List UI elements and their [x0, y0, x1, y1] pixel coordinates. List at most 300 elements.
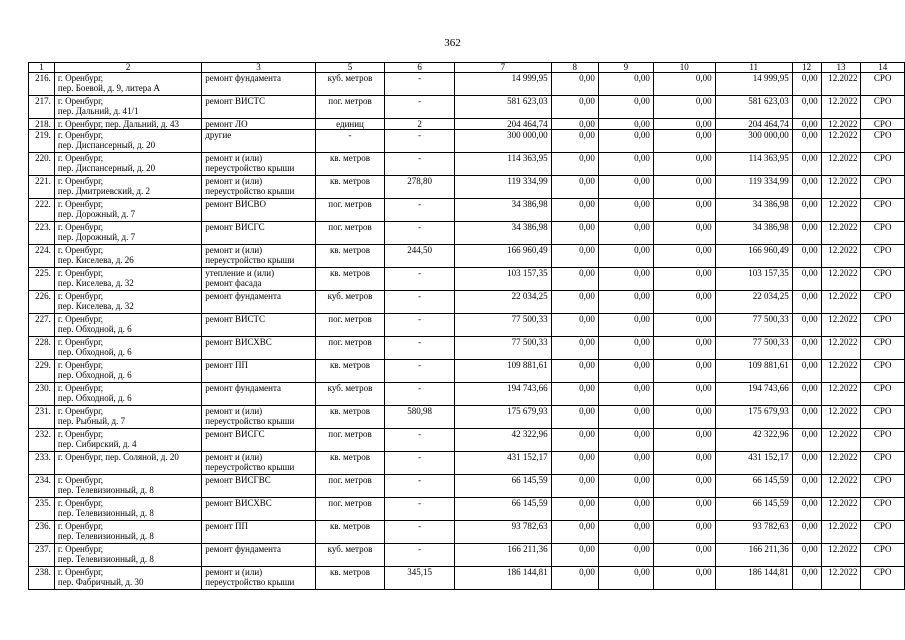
address-line-2: пер. Телевизионный, д. 8 — [57, 508, 154, 518]
address-line-1: г. Оренбург, — [57, 429, 104, 439]
quantity-cell: - — [385, 475, 455, 498]
other-funds-cell: 0,00 — [792, 337, 821, 360]
owners-funds-cell: 22 034,25 — [715, 291, 792, 314]
completion-date-cell: 12.2022 — [821, 222, 861, 245]
local-budget-cell: 0,00 — [653, 383, 715, 406]
method-cell: СРО — [861, 268, 905, 291]
address-line-2: пер. Дальний, д. 41/1 — [57, 106, 139, 116]
budget-cell: 0,00 — [598, 73, 653, 96]
address-line-1: г. Оренбург, пер. Дальний, д. 43 — [57, 119, 179, 129]
address-line-2: пер. Дорожный, д. 7 — [57, 232, 136, 242]
owners-funds-cell: 42 322,96 — [715, 429, 792, 452]
owners-funds-cell: 103 157,35 — [715, 268, 792, 291]
quantity-cell: - — [385, 544, 455, 567]
owners-funds-cell: 166 960,49 — [715, 245, 792, 268]
other-funds-cell: 0,00 — [792, 291, 821, 314]
row-number: 237. — [29, 544, 55, 567]
table-row — [29, 498, 905, 521]
work-type-line-2: переустройство крыши — [205, 416, 295, 426]
completion-date-cell: 12.2022 — [821, 360, 861, 383]
table-row — [29, 199, 905, 222]
local-budget-cell: 0,00 — [653, 498, 715, 521]
completion-date-cell: 12.2022 — [821, 291, 861, 314]
work-type-line-1: ремонт и (или) — [205, 567, 263, 577]
owners-funds-cell: 431 152,17 — [715, 452, 792, 475]
table-row — [29, 222, 905, 245]
budget-cell: 0,00 — [598, 521, 653, 544]
work-type-line-1: ремонт и (или) — [205, 153, 263, 163]
address-line-2: пер. Фабричный, д. 30 — [57, 577, 144, 587]
other-funds-cell: 0,00 — [792, 119, 821, 130]
work-type-cell — [202, 567, 315, 590]
total-cost-cell: 119 334,99 — [455, 176, 552, 199]
total-cost-cell: 77 500,33 — [455, 337, 552, 360]
work-type-cell — [202, 119, 315, 130]
table-row — [29, 360, 905, 383]
quantity-cell: - — [385, 360, 455, 383]
fund-cell: 0,00 — [551, 452, 598, 475]
method-cell: СРО — [861, 96, 905, 119]
fund-cell: 0,00 — [551, 429, 598, 452]
work-type-line-1: ремонт ВИСВО — [205, 199, 266, 209]
method-cell: СРО — [861, 360, 905, 383]
address-line-1: г. Оренбург, — [57, 406, 104, 416]
table-row — [29, 406, 905, 429]
budget-cell: 0,00 — [598, 544, 653, 567]
budget-cell: 0,00 — [598, 130, 653, 153]
address-line-1: г. Оренбург, — [57, 337, 104, 347]
unit-cell: куб. метров — [315, 544, 384, 567]
other-funds-cell: 0,00 — [792, 314, 821, 337]
table-row — [29, 544, 905, 567]
method-cell: СРО — [861, 452, 905, 475]
work-type-line-1: ремонт фундамента — [205, 73, 282, 83]
fund-cell: 0,00 — [551, 119, 598, 130]
quantity-cell: - — [385, 521, 455, 544]
quantity-cell: - — [385, 153, 455, 176]
quantity-cell: 580,98 — [385, 406, 455, 429]
work-type-line-2: переустройство крыши — [205, 163, 295, 173]
address-line-1: г. Оренбург, — [57, 498, 104, 508]
total-cost-cell: 66 145,59 — [455, 475, 552, 498]
method-cell: СРО — [861, 222, 905, 245]
fund-cell: 0,00 — [551, 498, 598, 521]
method-cell: СРО — [861, 245, 905, 268]
address-cell — [54, 268, 201, 291]
address-cell — [54, 119, 201, 130]
unit-cell: куб. метров — [315, 383, 384, 406]
fund-cell: 0,00 — [551, 521, 598, 544]
quantity-cell: - — [385, 337, 455, 360]
completion-date-cell: 12.2022 — [821, 406, 861, 429]
budget-cell: 0,00 — [598, 222, 653, 245]
row-number: 232. — [29, 429, 55, 452]
address-cell — [54, 130, 201, 153]
table-row — [29, 119, 905, 130]
address-line-1: г. Оренбург, — [57, 383, 104, 393]
work-type-line-1: ремонт ВИСХВС — [205, 498, 272, 508]
address-line-2: пер. Сибирский, д. 4 — [57, 439, 137, 449]
other-funds-cell: 0,00 — [792, 475, 821, 498]
table-row — [29, 475, 905, 498]
work-type-line-1: ремонт ВИСГВС — [205, 475, 271, 485]
total-cost-cell: 300 000,00 — [455, 130, 552, 153]
table-row — [29, 176, 905, 199]
method-cell: СРО — [861, 130, 905, 153]
quantity-cell: 2 — [385, 119, 455, 130]
total-cost-cell: 103 157,35 — [455, 268, 552, 291]
table-row — [29, 130, 905, 153]
address-line-1: г. Оренбург, — [57, 567, 104, 577]
local-budget-cell: 0,00 — [653, 314, 715, 337]
other-funds-cell: 0,00 — [792, 222, 821, 245]
column-header: 1 — [29, 63, 55, 73]
row-number: 220. — [29, 153, 55, 176]
work-type-cell — [202, 153, 315, 176]
work-type-cell — [202, 337, 315, 360]
address-cell — [54, 314, 201, 337]
total-cost-cell: 66 145,59 — [455, 498, 552, 521]
address-cell — [54, 222, 201, 245]
unit-cell: кв. метров — [315, 268, 384, 291]
budget-cell: 0,00 — [598, 245, 653, 268]
other-funds-cell: 0,00 — [792, 268, 821, 291]
work-type-line-2: переустройство крыши — [205, 255, 295, 265]
budget-cell: 0,00 — [598, 498, 653, 521]
address-cell — [54, 291, 201, 314]
work-type-cell — [202, 475, 315, 498]
fund-cell: 0,00 — [551, 73, 598, 96]
local-budget-cell: 0,00 — [653, 199, 715, 222]
completion-date-cell: 12.2022 — [821, 521, 861, 544]
table-row — [29, 96, 905, 119]
fund-cell: 0,00 — [551, 130, 598, 153]
address-line-1: г. Оренбург, — [57, 475, 104, 485]
quantity-cell: 244,50 — [385, 245, 455, 268]
other-funds-cell: 0,00 — [792, 544, 821, 567]
address-line-1: г. Оренбург, — [57, 96, 104, 106]
total-cost-cell: 166 960,49 — [455, 245, 552, 268]
work-type-line-1: ремонт ПП — [205, 360, 248, 370]
total-cost-cell: 34 386,98 — [455, 222, 552, 245]
fund-cell: 0,00 — [551, 153, 598, 176]
local-budget-cell: 0,00 — [653, 544, 715, 567]
quantity-cell: - — [385, 222, 455, 245]
local-budget-cell: 0,00 — [653, 245, 715, 268]
fund-cell: 0,00 — [551, 199, 598, 222]
total-cost-cell: 14 999,95 — [455, 73, 552, 96]
local-budget-cell: 0,00 — [653, 337, 715, 360]
budget-cell: 0,00 — [598, 360, 653, 383]
work-type-cell — [202, 222, 315, 245]
fund-cell: 0,00 — [551, 245, 598, 268]
address-line-2: пер. Обходной, д. 6 — [57, 347, 132, 357]
owners-funds-cell: 175 679,93 — [715, 406, 792, 429]
work-type-line-2: переустройство крыши — [205, 186, 295, 196]
row-number: 228. — [29, 337, 55, 360]
total-cost-cell: 114 363,95 — [455, 153, 552, 176]
budget-cell: 0,00 — [598, 153, 653, 176]
unit-cell: кв. метров — [315, 153, 384, 176]
address-line-2: пер. Телевизионный, д. 8 — [57, 531, 154, 541]
work-type-cell — [202, 383, 315, 406]
completion-date-cell: 12.2022 — [821, 337, 861, 360]
budget-cell: 0,00 — [598, 96, 653, 119]
completion-date-cell: 12.2022 — [821, 452, 861, 475]
address-line-1: г. Оренбург, — [57, 544, 104, 554]
work-type-cell — [202, 544, 315, 567]
quantity-cell: - — [385, 429, 455, 452]
total-cost-cell: 42 322,96 — [455, 429, 552, 452]
fund-cell: 0,00 — [551, 567, 598, 590]
unit-cell: пог. метров — [315, 475, 384, 498]
row-number: 221. — [29, 176, 55, 199]
quantity-cell: - — [385, 314, 455, 337]
owners-funds-cell: 114 363,95 — [715, 153, 792, 176]
owners-funds-cell: 93 782,63 — [715, 521, 792, 544]
work-type-cell — [202, 268, 315, 291]
local-budget-cell: 0,00 — [653, 291, 715, 314]
completion-date-cell: 12.2022 — [821, 245, 861, 268]
work-type-cell — [202, 429, 315, 452]
unit-cell: пог. метров — [315, 222, 384, 245]
budget-cell: 0,00 — [598, 475, 653, 498]
unit-cell: кв. метров — [315, 406, 384, 429]
table-row — [29, 383, 905, 406]
address-line-2: пер. Дмитриевский, д. 2 — [57, 186, 150, 196]
address-cell — [54, 337, 201, 360]
owners-funds-cell: 194 743,66 — [715, 383, 792, 406]
quantity-cell: 345,15 — [385, 567, 455, 590]
other-funds-cell: 0,00 — [792, 176, 821, 199]
total-cost-cell: 175 679,93 — [455, 406, 552, 429]
unit-cell: - — [315, 130, 384, 153]
work-type-cell — [202, 96, 315, 119]
row-number: 238. — [29, 567, 55, 590]
total-cost-cell: 77 500,33 — [455, 314, 552, 337]
local-budget-cell: 0,00 — [653, 429, 715, 452]
header-row — [29, 63, 905, 73]
budget-cell: 0,00 — [598, 291, 653, 314]
other-funds-cell: 0,00 — [792, 406, 821, 429]
other-funds-cell: 0,00 — [792, 96, 821, 119]
method-cell: СРО — [861, 291, 905, 314]
row-number: 224. — [29, 245, 55, 268]
owners-funds-cell: 186 144,81 — [715, 567, 792, 590]
table-body — [29, 73, 905, 590]
owners-funds-cell: 14 999,95 — [715, 73, 792, 96]
fund-cell: 0,00 — [551, 96, 598, 119]
other-funds-cell: 0,00 — [792, 498, 821, 521]
address-line-1: г. Оренбург, пер. Соляной, д. 20 — [57, 452, 179, 462]
work-type-line-1: ремонт и (или) — [205, 176, 263, 186]
column-header: 6 — [385, 63, 455, 73]
completion-date-cell: 12.2022 — [821, 119, 861, 130]
row-number: 227. — [29, 314, 55, 337]
address-line-1: г. Оренбург, — [57, 245, 104, 255]
quantity-cell: - — [385, 96, 455, 119]
quantity-cell: - — [385, 498, 455, 521]
address-line-2: пер. Киселева, д. 26 — [57, 255, 134, 265]
other-funds-cell: 0,00 — [792, 452, 821, 475]
work-type-line-1: ремонт фундамента — [205, 291, 282, 301]
other-funds-cell: 0,00 — [792, 429, 821, 452]
address-line-1: г. Оренбург, — [57, 268, 104, 278]
local-budget-cell: 0,00 — [653, 130, 715, 153]
local-budget-cell: 0,00 — [653, 475, 715, 498]
fund-cell: 0,00 — [551, 475, 598, 498]
completion-date-cell: 12.2022 — [821, 314, 861, 337]
total-cost-cell: 34 386,98 — [455, 199, 552, 222]
method-cell: СРО — [861, 337, 905, 360]
method-cell: СРО — [861, 119, 905, 130]
unit-cell: куб. метров — [315, 73, 384, 96]
address-line-1: г. Оренбург, — [57, 291, 104, 301]
work-type-line-1: другие — [205, 130, 232, 140]
work-type-cell — [202, 291, 315, 314]
completion-date-cell: 12.2022 — [821, 130, 861, 153]
column-header: 2 — [54, 63, 201, 73]
table-row — [29, 314, 905, 337]
row-number: 231. — [29, 406, 55, 429]
method-cell: СРО — [861, 544, 905, 567]
budget-cell: 0,00 — [598, 452, 653, 475]
address-cell — [54, 153, 201, 176]
method-cell: СРО — [861, 567, 905, 590]
address-cell — [54, 567, 201, 590]
quantity-cell: - — [385, 268, 455, 291]
total-cost-cell: 186 144,81 — [455, 567, 552, 590]
fund-cell: 0,00 — [551, 291, 598, 314]
address-cell — [54, 383, 201, 406]
unit-cell: кв. метров — [315, 567, 384, 590]
owners-funds-cell: 204 464,74 — [715, 119, 792, 130]
unit-cell: пог. метров — [315, 498, 384, 521]
row-number: 226. — [29, 291, 55, 314]
work-type-line-2: ремонт фасада — [205, 278, 262, 288]
work-type-line-1: ремонт и (или) — [205, 452, 263, 462]
table-row — [29, 245, 905, 268]
quantity-cell: - — [385, 452, 455, 475]
table-row — [29, 153, 905, 176]
work-type-cell — [202, 521, 315, 544]
row-number: 229. — [29, 360, 55, 383]
work-type-line-1: ремонт фундамента — [205, 383, 282, 393]
owners-funds-cell: 119 334,99 — [715, 176, 792, 199]
work-type-cell — [202, 452, 315, 475]
method-cell: СРО — [861, 383, 905, 406]
fund-cell: 0,00 — [551, 360, 598, 383]
address-cell — [54, 406, 201, 429]
column-header: 9 — [598, 63, 653, 73]
local-budget-cell: 0,00 — [653, 119, 715, 130]
local-budget-cell: 0,00 — [653, 452, 715, 475]
owners-funds-cell: 34 386,98 — [715, 199, 792, 222]
column-header: 10 — [653, 63, 715, 73]
other-funds-cell: 0,00 — [792, 130, 821, 153]
table-row — [29, 521, 905, 544]
method-cell: СРО — [861, 521, 905, 544]
unit-cell: куб. метров — [315, 291, 384, 314]
work-type-line-2: переустройство крыши — [205, 577, 295, 587]
work-type-line-1: ремонт и (или) — [205, 245, 263, 255]
method-cell: СРО — [861, 314, 905, 337]
unit-cell: пог. метров — [315, 314, 384, 337]
unit-cell: кв. метров — [315, 245, 384, 268]
local-budget-cell: 0,00 — [653, 268, 715, 291]
completion-date-cell: 12.2022 — [821, 73, 861, 96]
total-cost-cell: 166 211,36 — [455, 544, 552, 567]
table-row — [29, 268, 905, 291]
unit-cell: кв. метров — [315, 452, 384, 475]
other-funds-cell: 0,00 — [792, 383, 821, 406]
address-line-2: пер. Диспансерный, д. 20 — [57, 163, 156, 173]
local-budget-cell: 0,00 — [653, 96, 715, 119]
method-cell: СРО — [861, 475, 905, 498]
address-cell — [54, 452, 201, 475]
row-number: 235. — [29, 498, 55, 521]
address-line-2: пер. Обходной, д. 6 — [57, 370, 132, 380]
unit-cell: единиц — [315, 119, 384, 130]
work-type-line-1: ремонт ПП — [205, 521, 248, 531]
method-cell: СРО — [861, 498, 905, 521]
total-cost-cell: 204 464,74 — [455, 119, 552, 130]
quantity-cell: 278,80 — [385, 176, 455, 199]
row-number: 216. — [29, 73, 55, 96]
unit-cell: пог. метров — [315, 429, 384, 452]
owners-funds-cell: 300 000,00 — [715, 130, 792, 153]
budget-cell: 0,00 — [598, 383, 653, 406]
row-number: 230. — [29, 383, 55, 406]
address-cell — [54, 544, 201, 567]
address-line-2: пер. Киселева, д. 32 — [57, 278, 134, 288]
method-cell: СРО — [861, 176, 905, 199]
total-cost-cell: 22 034,25 — [455, 291, 552, 314]
completion-date-cell: 12.2022 — [821, 498, 861, 521]
other-funds-cell: 0,00 — [792, 567, 821, 590]
work-type-cell — [202, 498, 315, 521]
other-funds-cell: 0,00 — [792, 360, 821, 383]
address-line-1: г. Оренбург, — [57, 73, 104, 83]
row-number: 217. — [29, 96, 55, 119]
work-type-cell — [202, 406, 315, 429]
address-line-1: г. Оренбург, — [57, 199, 104, 209]
total-cost-cell: 431 152,17 — [455, 452, 552, 475]
work-type-line-1: ремонт и (или) — [205, 406, 263, 416]
address-cell — [54, 176, 201, 199]
local-budget-cell: 0,00 — [653, 153, 715, 176]
work-type-cell — [202, 176, 315, 199]
completion-date-cell: 12.2022 — [821, 429, 861, 452]
address-cell — [54, 498, 201, 521]
unit-cell: пог. метров — [315, 199, 384, 222]
unit-cell: кв. метров — [315, 176, 384, 199]
quantity-cell: - — [385, 130, 455, 153]
completion-date-cell: 12.2022 — [821, 96, 861, 119]
address-cell — [54, 199, 201, 222]
table-row — [29, 452, 905, 475]
capital-repair-table — [28, 62, 905, 590]
address-cell — [54, 96, 201, 119]
unit-cell: пог. метров — [315, 337, 384, 360]
owners-funds-cell: 166 211,36 — [715, 544, 792, 567]
address-line-1: г. Оренбург, — [57, 222, 104, 232]
column-header: 3 — [202, 63, 315, 73]
other-funds-cell: 0,00 — [792, 245, 821, 268]
row-number: 219. — [29, 130, 55, 153]
address-line-1: г. Оренбург, — [57, 360, 104, 370]
method-cell: СРО — [861, 406, 905, 429]
